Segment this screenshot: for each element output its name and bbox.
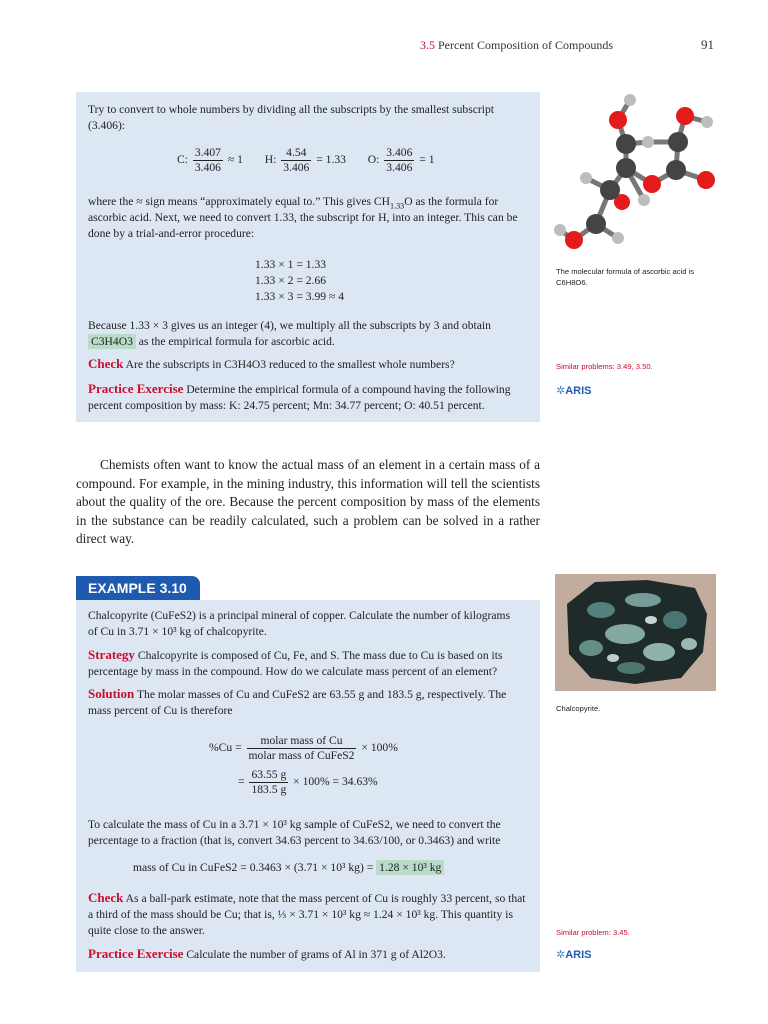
ascorbic-acid-molecule-model	[552, 92, 720, 260]
practice-text: Calculate the number of grams of Al in 371 g of Al2O3.	[186, 948, 446, 961]
numeric-fraction: $\frac{63.55 g}{183.5 g}$	[251, 768, 287, 796]
percent-cu-equation: %Cu = $\frac{\text{molar mass of Cu}}{\text{molar mass of CuFeS2}}$ × 100%	[209, 734, 398, 762]
check-label: Check	[88, 890, 124, 905]
c-label: C:	[177, 153, 188, 167]
ascorbic-acid-caption: The molecular formula of ascorbic acid is C6H8O6.	[556, 267, 695, 287]
practice-text: Determine the empirical formula of a compound having the following percent composition by mass: K: 24.75 percent; Mn: 34.77 percent; O: 40.51 percent.	[88, 383, 511, 412]
chalcopyrite-caption: Chalcopyrite.	[556, 704, 601, 713]
box1-check	[88, 356, 530, 373]
o-fraction: $\frac{3.406}{3.406}$	[386, 146, 413, 174]
molar-mass-fraction: $\frac{\text{molar mass of Cu}}{\text{molar mass of CuFeS2}}$	[248, 734, 355, 762]
h-fraction: $\frac{4.54}{3.406}$	[283, 146, 310, 174]
check-text: As a ball-park estimate, note that the mass percent of Cu is roughly 33 percent, so that a third of the mass should be Cu; that is, ⅓ × 3.71 × 10³ kg ≈ 1.24 × 10³ kg. This quantity is quite close to the answer.	[88, 892, 526, 937]
final-answer-highlight: 1.28 × 10³ kg	[376, 860, 444, 875]
box1-intro: Try to convert to whole numbers by dividing all the subscripts by the smallest subscript (3.406):	[88, 103, 494, 132]
c-result: ≈ 1	[227, 153, 243, 167]
example-tab: EXAMPLE 3.10	[76, 576, 200, 601]
trial-line-2: 1.33 × 2 = 2.66	[255, 274, 327, 287]
similar-problem-note: Similar problem: 3.45.	[556, 928, 630, 937]
empirical-formula-highlight: C3H4O3	[88, 334, 136, 349]
page-number: 91	[701, 37, 714, 52]
check-text: Are the subscripts in C3H4O3 reduced to the smallest whole numbers?	[125, 358, 455, 371]
section-number: 3.5	[420, 38, 435, 52]
practice-label: Practice Exercise	[88, 381, 184, 396]
trial-line-3: 1.33 × 3 = 3.99 ≈ 4	[255, 290, 345, 303]
c-fraction: $\frac{3.407}{3.406}$	[194, 146, 221, 174]
strategy-label: Strategy	[88, 647, 135, 662]
example-convert-text: To calculate the mass of Cu in a 3.71 × 10³ kg sample of CuFeS2, we need to convert the percentage to a fraction (that is, convert 34.63 percent to 34.63/100, or 0.3463) and write	[88, 818, 501, 847]
h-label: H:	[264, 153, 277, 167]
aris-star-icon: ✲	[556, 385, 566, 397]
section-title: Percent Composition of Compounds	[438, 38, 613, 52]
o-label: O:	[367, 153, 380, 167]
practice-label: Practice Exercise	[88, 946, 184, 961]
aris-logo[interactable]: ✲ARIS	[556, 385, 592, 397]
h-result: = 1.33	[316, 153, 346, 167]
example-strategy	[88, 647, 528, 680]
similar-problems-note: Similar problems: 3.49, 3.50.	[556, 362, 653, 371]
example-3-10-box	[76, 600, 540, 972]
aris-star-icon: ✲	[556, 949, 566, 961]
box1-para3: Because 1.33 × 3 gives us an integer (4), we multiply all the subscripts by 3 and obtain C3H4O3 as the empirical formula for ascorbic acid.	[88, 319, 491, 348]
check-label: Check	[88, 356, 124, 371]
example-check	[88, 890, 528, 939]
subscript-division-equations	[177, 146, 435, 175]
chalcopyrite-photo	[555, 574, 716, 691]
example-problem: Chalcopyrite (CuFeS2) is a principal mineral of copper. Calculate the number of kilograms of Cu in 3.71 × 10³ kg of chalcopyrite.	[88, 609, 511, 638]
solution-label: Solution	[88, 686, 135, 701]
trial-line-1: 1.33 × 1 = 1.33	[255, 258, 327, 271]
example-practice	[88, 946, 528, 963]
strategy-text: Chalcopyrite is composed of Cu, Fe, and S. The mass due to Cu is based on its percentage by mass in the compound. How do we calculate mass percent of an element?	[88, 649, 503, 678]
running-head	[420, 38, 613, 53]
percent-cu-result-equation: = $\frac{63.55 g}{183.5 g}$ × 100% = 34.63%	[238, 768, 378, 796]
example-solution	[88, 686, 528, 719]
box1-para2: where the ≈ sign means “approximately equal to.” This gives $CH_{1.33}O$ as the formula for ascorbic acid. Next, we need to convert 1.33, the subscript for H, into an integer. This can be done by a trial-and-error procedure:	[88, 195, 518, 240]
trial-and-error-list	[255, 257, 455, 305]
aris-logo-2[interactable]: ✲ARIS	[556, 949, 592, 961]
worked-example-continuation-box	[76, 92, 540, 422]
o-result: = 1	[419, 153, 435, 167]
mass-of-cu-equation: mass of Cu in CuFeS2 = 0.3463 × (3.71 × 10³ kg) = 1.28 × 10³ kg	[133, 861, 444, 874]
body-paragraph: Chemists often want to know the actual mass of an element in a certain mass of a compound. For example, in the mining industry, this information will tell the scientists about the quality of the ore. Because the percent composition by mass of the elements in the substance can be readily calculated, such a problem can be solved in a rather direct way.	[76, 457, 540, 546]
solution-text: The molar masses of Cu and CuFeS2 are 63.55 g and 183.5 g, respectively. The mass percent of Cu is therefore	[88, 688, 507, 717]
box1-practice	[88, 381, 530, 414]
